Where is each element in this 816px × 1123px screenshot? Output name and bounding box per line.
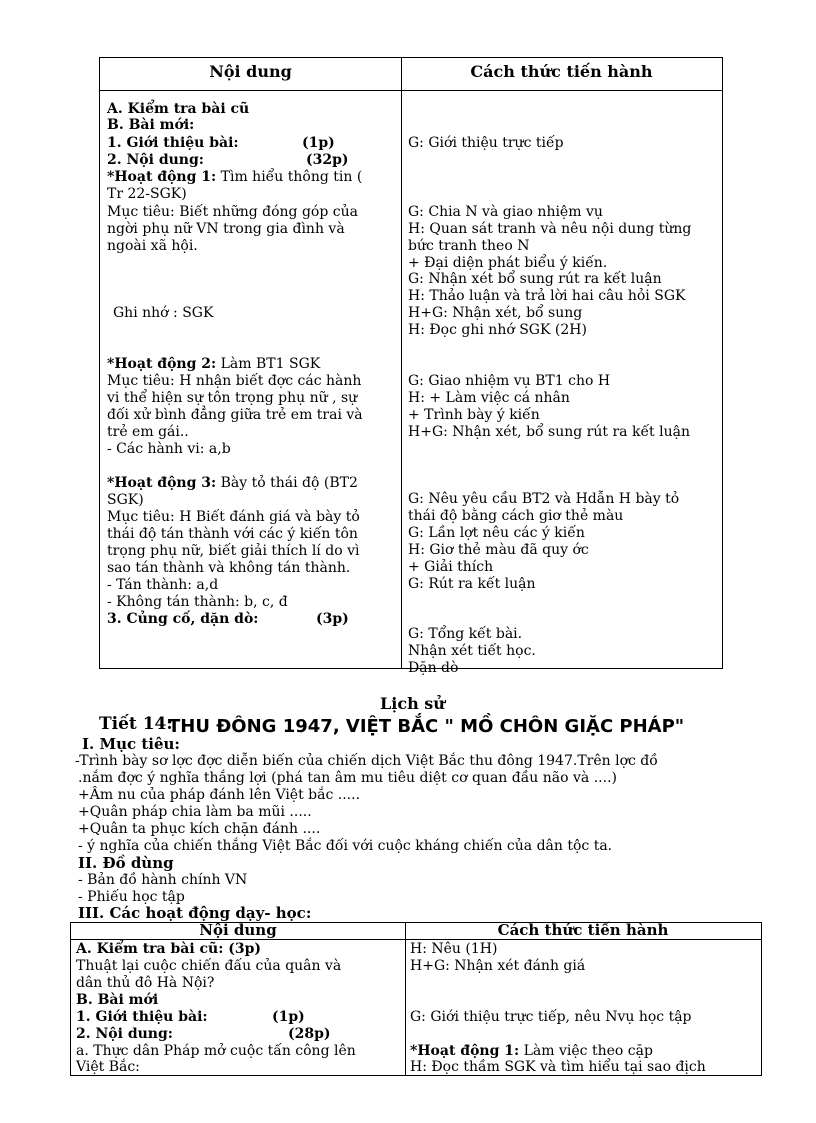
objective-line: .nắm đợc ý nghĩa thắng lợi (phá tan âm mu tiêu diệt cơ quan đầu não và ....) bbox=[78, 770, 617, 786]
activity-label: *Hoạt động 1: bbox=[107, 169, 217, 185]
t2-left-line: 2. Nội dung: bbox=[76, 1026, 173, 1042]
t1-left-line bbox=[107, 169, 362, 185]
t1-right-line: H: + Làm việc cá nhân bbox=[408, 390, 570, 406]
t1-right-line: G: Giao nhiệm vụ BT1 cho H bbox=[408, 373, 611, 389]
t1-right-line: H: Giơ thẻ màu đã quy ớc bbox=[408, 542, 589, 558]
t1-left-line: - Các hành vi: a,b bbox=[107, 441, 231, 457]
t1-left-line: Tr 22-SGK) bbox=[107, 186, 187, 202]
t2-right-line: H: Nêu (1H) bbox=[410, 941, 498, 957]
t2-left-line: Thuật lại cuộc chiến đấu của quân và bbox=[76, 958, 342, 974]
table-2-header-right: Cách thức tiến hành bbox=[497, 921, 669, 939]
t2-right-line: H: Đọc thầm SGK và tìm hiểu tại sao địch bbox=[410, 1059, 706, 1075]
activities-heading: III. Các hoạt động dạy- học: bbox=[78, 904, 312, 922]
t1-right-line: G: Tổng kết bài. bbox=[408, 626, 523, 642]
t2-left-line: B. Bài mới bbox=[76, 992, 159, 1008]
t1-right-line: bức tranh theo N bbox=[408, 238, 530, 254]
activity-text: Làm việc theo cặp bbox=[519, 1043, 653, 1059]
t2-right-line: G: Giới thiệu trực tiếp, nêu Nvụ học tập bbox=[410, 1009, 692, 1025]
t1-right-line: H+G: Nhận xét, bổ sung rút ra kết luận bbox=[408, 424, 690, 440]
activity-text: Làm BT1 SGK bbox=[216, 356, 321, 372]
t1-left-line-time: (1p) bbox=[302, 135, 335, 151]
objective-line: -Trình bày sơ lợc đợc diễn biến của chiến dịch Việt Bắc thu đông 1947.Trên lợc đồ bbox=[75, 753, 658, 769]
t1-left-line: thái độ tán thành với các ý kiến tôn bbox=[107, 526, 358, 542]
subject-heading: Lịch sử bbox=[380, 694, 445, 713]
activity-text: Tìm hiểu thông tin ( bbox=[216, 169, 363, 185]
t1-right-line: H+G: Nhận xét, bổ sung bbox=[408, 305, 583, 321]
t2-left-line-time: (28p) bbox=[288, 1026, 331, 1042]
t1-left-line: Ghi nhớ : SGK bbox=[113, 305, 214, 321]
t1-right-line: G: Giới thiệu trực tiếp bbox=[408, 135, 564, 151]
t1-right-line: Dặn dò bbox=[408, 660, 459, 676]
t1-right-line: + Trình bày ý kiến bbox=[408, 407, 540, 423]
table-2-header-divider bbox=[70, 939, 761, 940]
t1-right-line: Nhận xét tiết học. bbox=[408, 643, 536, 659]
t1-right-line: G: Chia N và giao nhiệm vụ bbox=[408, 204, 603, 220]
t1-left-line: đối xử bình đẳng giữa trẻ em trai và bbox=[107, 407, 363, 423]
objective-line: +Âm nu của pháp đánh lên Việt bắc ..... bbox=[78, 787, 361, 803]
objective-line: +Quân pháp chia làm ba mũi ..... bbox=[78, 804, 312, 820]
t2-left-line: Việt Bắc: bbox=[76, 1059, 140, 1075]
t1-left-line: trẻ em gái.. bbox=[107, 424, 189, 440]
table-1-header-left: Nội dung bbox=[209, 62, 292, 81]
lesson-title: THU ĐÔNG 1947, VIỆT BẮC " MỒ CHÔN GIẶC PHÁP" bbox=[168, 716, 685, 737]
t1-left-line: B. Bài mới: bbox=[107, 117, 195, 133]
table-2-header-left: Nội dung bbox=[199, 921, 277, 939]
t1-right-line: G: Lần lợt nêu các ý kiến bbox=[408, 525, 585, 541]
t2-right-line bbox=[410, 1043, 653, 1059]
table-1-header-right: Cách thức tiến hành bbox=[470, 62, 653, 81]
activity-label: *Hoạt động 1: bbox=[410, 1043, 520, 1059]
t1-left-line: - Tán thành: a,d bbox=[107, 577, 219, 593]
t1-right-line: H: Quan sát tranh và nêu nội dung từng bbox=[408, 221, 692, 237]
objectives-heading: I. Mục tiêu: bbox=[82, 735, 180, 753]
t2-left-line: dân thủ đô Hà Nội? bbox=[76, 975, 215, 991]
t1-right-line: G: Nhận xét bổ sung rút ra kết luận bbox=[408, 271, 662, 287]
t1-left-line: trọng phụ nữ, biết giải thích lí do vì bbox=[107, 543, 360, 559]
t1-left-line: 2. Nội dung: bbox=[107, 152, 204, 168]
t1-left-line: SGK) bbox=[107, 492, 144, 508]
t1-left-line-time: (32p) bbox=[306, 152, 349, 168]
t2-left-line: 1. Giới thiệu bài: bbox=[76, 1009, 208, 1025]
t1-left-line: Mục tiêu: Biết những đóng góp của bbox=[107, 204, 358, 220]
objective-line: +Quân ta phục kích chặn đánh .... bbox=[78, 821, 321, 837]
t1-right-line: thái độ bằng cách giơ thẻ màu bbox=[408, 508, 624, 524]
activity-text: Bày tỏ thái độ (BT2 bbox=[216, 475, 358, 491]
table-1-column-divider bbox=[401, 57, 402, 668]
t1-right-line: + Giải thích bbox=[408, 559, 494, 575]
activity-label: *Hoạt động 3: bbox=[107, 475, 217, 491]
t2-left-line: A. Kiểm tra bài cũ: (3p) bbox=[76, 941, 262, 957]
t1-right-line: G: Rút ra kết luận bbox=[408, 576, 536, 592]
t1-left-line: Mục tiêu: H nhận biết đợc các hành bbox=[107, 373, 362, 389]
table-1-header-divider bbox=[99, 90, 722, 91]
lesson-number: Tiết 14: bbox=[99, 714, 173, 734]
t1-left-line: 1. Giới thiệu bài: bbox=[107, 135, 239, 151]
t1-right-line: + Đại diện phát biểu ý kiến. bbox=[408, 255, 608, 271]
activity-label: *Hoạt động 2: bbox=[107, 356, 217, 372]
t2-left-line-time: (1p) bbox=[272, 1009, 305, 1025]
t1-right-line: H: Thảo luận và trả lời hai câu hỏi SGK bbox=[408, 288, 686, 304]
tools-heading: II. Đồ dùng bbox=[78, 854, 174, 872]
objective-line: - ý nghĩa của chiến thắng Việt Bắc đối với cuộc kháng chiến của dân tộc ta. bbox=[78, 838, 613, 854]
t1-left-line bbox=[107, 356, 320, 372]
t1-left-line: ngoài xã hội. bbox=[107, 238, 198, 254]
t1-left-line bbox=[107, 475, 358, 491]
t1-left-line-time: (3p) bbox=[316, 611, 349, 627]
table-2-column-divider bbox=[405, 922, 406, 1075]
t1-left-line: 3. Củng cố, dặn dò: bbox=[107, 611, 259, 627]
t1-left-line: ngời phụ nữ VN trong gia đình và bbox=[107, 221, 345, 237]
t1-right-line: G: Nêu yêu cầu BT2 và Hdẫn H bày tỏ bbox=[408, 491, 680, 507]
t1-left-line: A. Kiểm tra bài cũ bbox=[107, 101, 250, 117]
t1-left-line: Mục tiêu: H Biết đánh giá và bày tỏ bbox=[107, 509, 360, 525]
t1-left-line: sao tán thành và không tán thành. bbox=[107, 560, 351, 576]
t1-left-line: - Không tán thành: b, c, đ bbox=[107, 594, 288, 610]
t1-right-line: H: Đọc ghi nhớ SGK (2H) bbox=[408, 322, 587, 338]
t2-left-line: a. Thực dân Pháp mở cuộc tấn công lên bbox=[76, 1043, 356, 1059]
t2-right-line: H+G: Nhận xét đánh giá bbox=[410, 958, 586, 974]
tools-line: - Bản đồ hành chính VN bbox=[78, 872, 248, 888]
tools-line: - Phiếu học tập bbox=[78, 889, 185, 905]
t1-left-line: vi thể hiện sự tôn trọng phụ nữ , sự bbox=[107, 390, 358, 406]
